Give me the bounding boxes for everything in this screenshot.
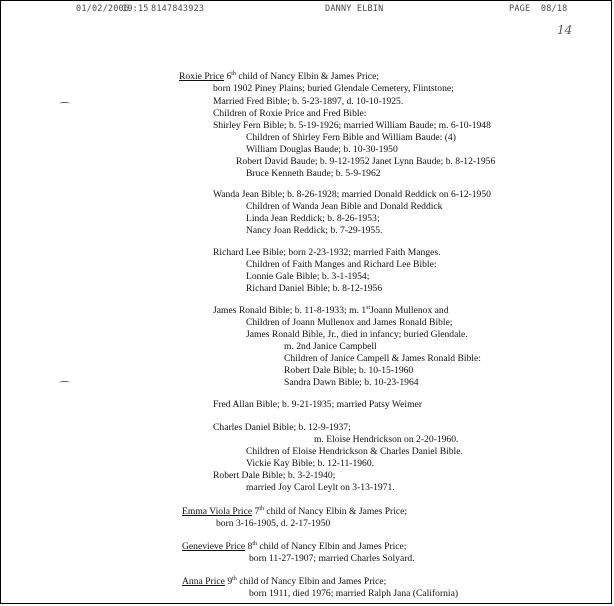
richard-children-intro: Children of Faith Manges and Richard Lee Bible: bbox=[246, 259, 437, 270]
james-children-intro-2: Children of Janice Campell & James Ronald Bible: bbox=[284, 353, 481, 364]
roxie-children-intro: Children of Roxie Price and Fred Bible: bbox=[213, 108, 367, 119]
roxie-ordinal-suffix: th bbox=[231, 70, 236, 77]
roxie-heading-rest: child of Nancy Elbin & James Price; bbox=[238, 71, 379, 82]
fax-time: 19:15 bbox=[122, 4, 149, 14]
anna-name: Anna Price bbox=[182, 576, 225, 587]
genealogy-text bbox=[1, 1, 611, 603]
james-line-start: James Ronald Bible; b. 11-8-1933; m. 1 bbox=[213, 305, 367, 316]
fred-allan-line: Fred Allan Bible; b. 9-21-1935; married Patsy Weimer bbox=[213, 399, 423, 410]
james-line bbox=[213, 305, 449, 316]
fax-date: 01/02/2006 bbox=[76, 4, 130, 14]
roxie-ordinal: 6 bbox=[226, 71, 232, 82]
robert-dale-married: married Joy Carol Leylt on 3-13-1971. bbox=[246, 482, 395, 493]
anna-born: born 1911, died 1976; married Ralph Jana (California) bbox=[249, 588, 459, 599]
fax-page-count: PAGE 08/18 bbox=[509, 4, 568, 14]
wanda-children-intro: Children of Wanda Jean Bible and Donald Reddick bbox=[246, 201, 443, 212]
richard-child-2: Richard Daniel Bible; b. 8-12-1956 bbox=[246, 283, 383, 294]
robert-dale-line: Robert Dale Bible; b. 3-2-1940; bbox=[213, 470, 336, 481]
anna-ordinal: 9 bbox=[227, 576, 233, 587]
shirley-line: Shirley Fern Bible; b. 5-19-1926; married William Baude; m. 6-10-1948 bbox=[213, 120, 491, 131]
roxie-name: Roxie Price bbox=[179, 71, 225, 82]
fax-sender: DANNY ELBIN bbox=[325, 4, 384, 14]
genevieve-name: Genevieve Price bbox=[182, 541, 246, 552]
wanda-child-2: Nancy Joan Reddick; b. 7-29-1955. bbox=[246, 225, 383, 236]
handwritten-page-number: 14 bbox=[557, 23, 573, 37]
emma-ordinal-suffix: th bbox=[259, 505, 264, 512]
wanda-child-1: Linda Jean Reddick; b. 8-26-1953; bbox=[246, 213, 380, 224]
shirley-child-1: William Douglas Baude; b. 10-30-1950 bbox=[246, 144, 398, 155]
anna-heading bbox=[182, 576, 386, 587]
emma-heading bbox=[182, 506, 407, 517]
genevieve-born: born 11-27-1907; married Charles Solyard. bbox=[249, 553, 415, 564]
genevieve-heading bbox=[182, 541, 407, 552]
richard-child-1: Lonnie Gale Bible; b. 3-1-1954; bbox=[246, 271, 370, 282]
emma-name: Emma Viola Price bbox=[182, 506, 253, 517]
genevieve-heading-rest: child of Nancy Elbin and James Price; bbox=[259, 541, 407, 552]
charles-children-intro: Children of Eloise Hendrickson & Charles Daniel Bible. bbox=[246, 446, 463, 457]
shirley-child-2: Robert David Baude; b. 9-12-1952 Janet Lynn Baude; b. 8-12-1956 bbox=[236, 156, 496, 167]
james-line-sup: st bbox=[366, 304, 371, 311]
emma-heading-rest: child of Nancy Elbin & James Price; bbox=[266, 506, 408, 517]
roxie-married: Married Fred Bible; b. 5-23-1897, d. 10-10-1925. bbox=[213, 96, 404, 107]
charles-married: m. Eloise Hendrickson on 2-20-1960. bbox=[314, 434, 459, 445]
charles-child-1: Vickie Kay Bible; b. 12-11-1960. bbox=[246, 458, 375, 469]
shirley-child-3: Bruce Kenneth Baude; b. 5-9-1962 bbox=[246, 168, 381, 179]
anna-heading-rest: child of Nancy Elbin and James Price; bbox=[239, 576, 387, 587]
genevieve-ordinal: 8 bbox=[247, 541, 253, 552]
roxie-heading bbox=[179, 71, 379, 82]
richard-line: Richard Lee Bible; born 2-23-1932; married Faith Manges. bbox=[213, 247, 441, 258]
fax-number: 8147843923 bbox=[151, 4, 205, 14]
james-line-end: Joann Mullenox and bbox=[370, 305, 449, 316]
james-second-marriage: m. 2nd Janice Campbell bbox=[284, 341, 377, 352]
genevieve-ordinal-suffix: th bbox=[252, 540, 258, 547]
roxie-born: born 1902 Piney Plains; buried Glendale Cemetery, Flintstone; bbox=[213, 83, 454, 94]
james-child-1: James Ronald Bible, Jr., died in infancy; buried Glendale. bbox=[246, 329, 468, 340]
anna-ordinal-suffix: th bbox=[232, 575, 237, 582]
emma-born: born 3-16-1905, d. 2-17-1950 bbox=[216, 518, 331, 529]
wanda-line: Wanda Jean Bible; b. 8-26-1928; married Donald Reddick on 6-12-1950 bbox=[213, 189, 491, 200]
james-child-3: Sandra Dawn Bible; b. 10-23-1964 bbox=[284, 377, 419, 388]
shirley-children-intro: Children of Shirley Fern Bible and William Baude: (4) bbox=[246, 132, 456, 143]
james-child-2: Robert Dale Bible; b. 10-15-1960 bbox=[284, 365, 414, 376]
emma-ordinal: 7 bbox=[254, 506, 260, 517]
charles-line: Charles Daniel Bible; b. 12-9-1937; bbox=[213, 422, 351, 433]
james-children-intro: Children of Joann Mullenox and James Ronald Bible; bbox=[246, 317, 453, 328]
